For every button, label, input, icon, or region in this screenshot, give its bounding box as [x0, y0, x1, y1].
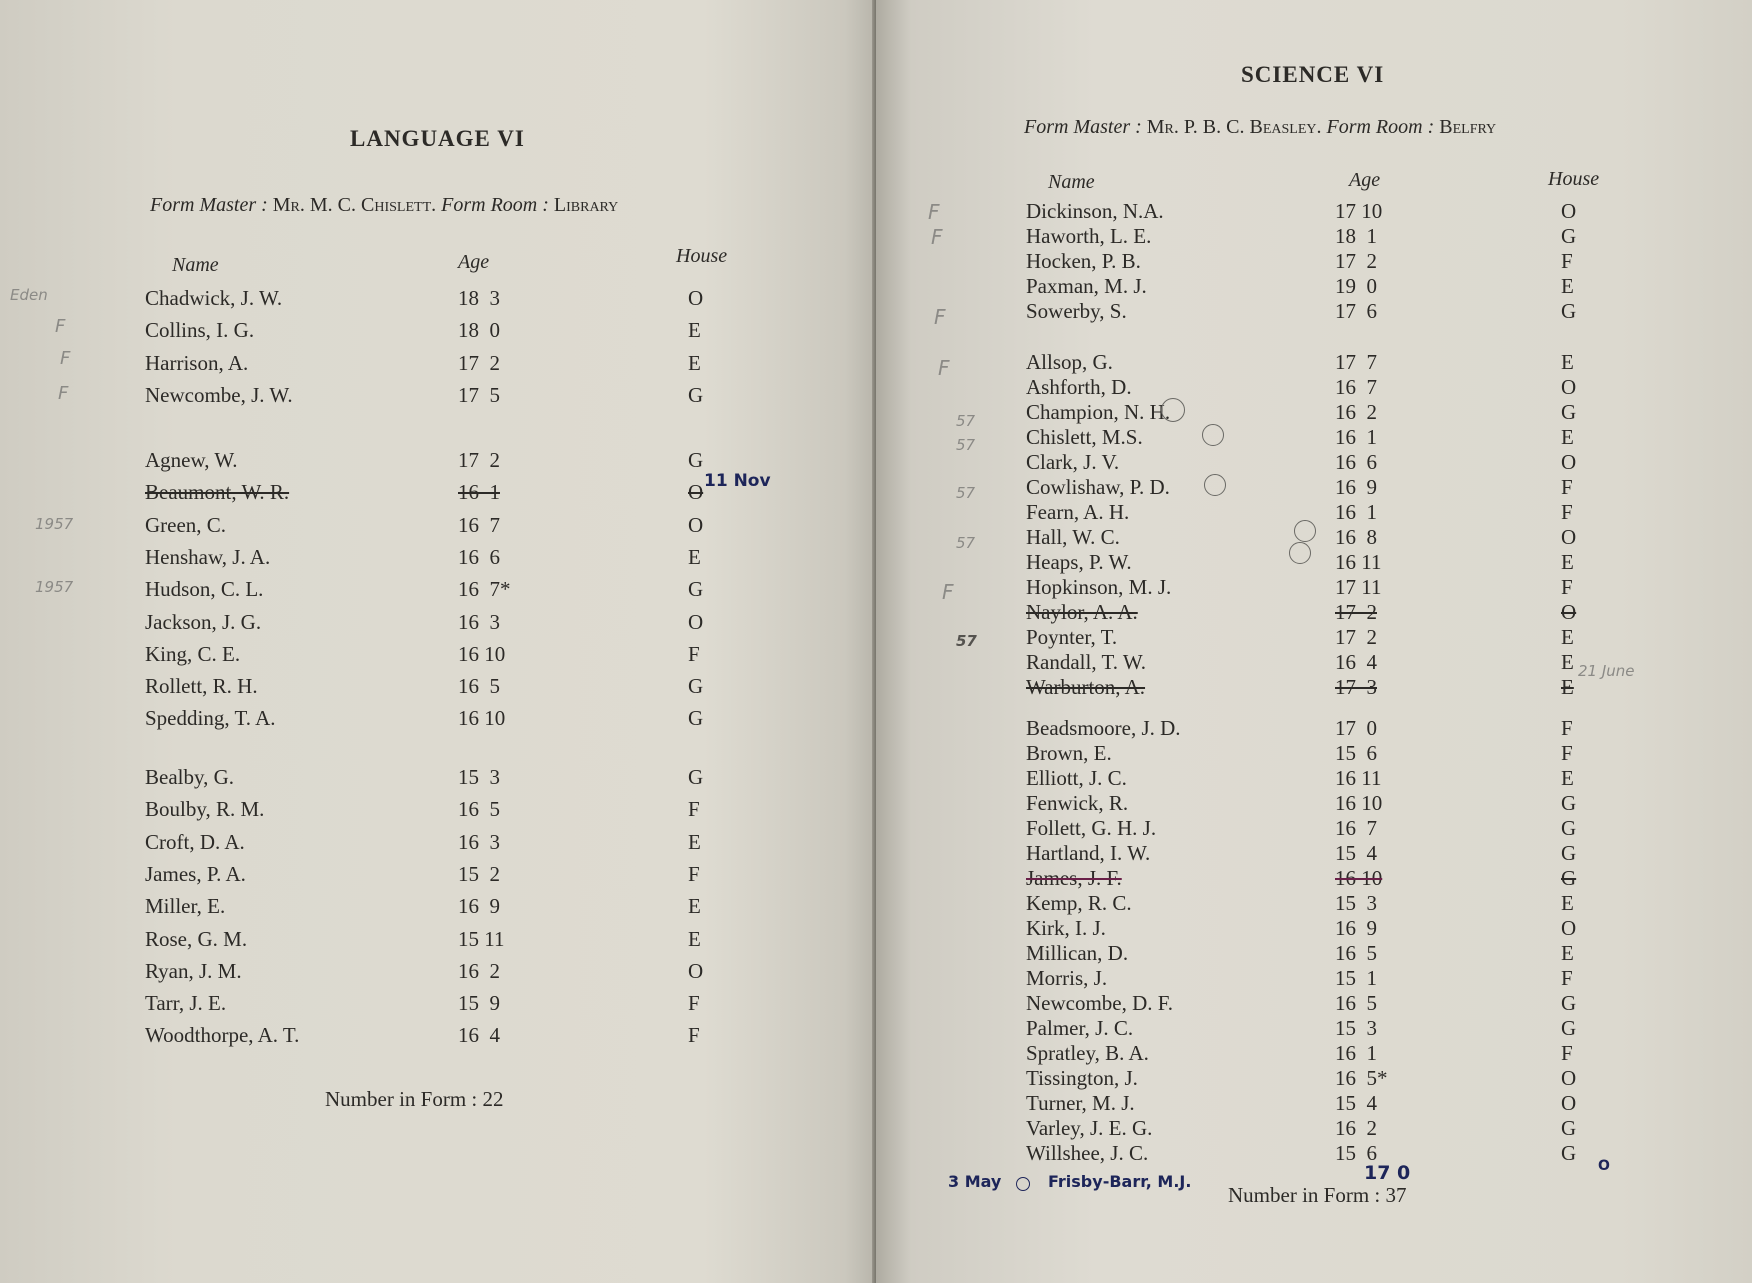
student-house: E — [1561, 650, 1574, 674]
student-name: Chislett, M.S. — [1026, 425, 1143, 449]
student-house: G — [688, 765, 704, 789]
student-house: E — [1561, 766, 1574, 790]
student-age: 16 2 — [458, 958, 500, 983]
student-name: Woodthorpe, A. T. — [145, 1023, 300, 1048]
student-house: E — [1561, 274, 1574, 298]
table-row — [0, 610, 860, 636]
student-age: 17 2 — [458, 448, 500, 472]
student-house: G — [1561, 791, 1577, 815]
student-age: 17 0 — [1335, 716, 1377, 740]
form-master-line — [150, 194, 618, 217]
student-house: F — [1561, 716, 1573, 740]
student-name: Agnew, W. — [145, 448, 238, 472]
student-name: Hall, W. C. — [1026, 525, 1120, 549]
student-name: Spedding, T. A. — [145, 706, 276, 731]
student-house: G — [688, 674, 704, 699]
student-age: 16 6 — [458, 544, 500, 569]
student-house: F — [688, 641, 700, 666]
student-name: Chadwick, J. W. — [145, 286, 283, 310]
student-age: 16 4 — [458, 1023, 500, 1048]
form-room-name: Belfry — [1439, 116, 1497, 138]
student-age: 15 3 — [1335, 891, 1377, 915]
form-room-label: Form Room : — [441, 194, 549, 216]
student-name: Champion, N. H. — [1026, 400, 1171, 424]
table-row — [0, 642, 860, 668]
form-master-name: Mr. P. B. C. Beasley. — [1146, 116, 1322, 138]
student-house: F — [1561, 249, 1573, 273]
student-age: 16 5* — [1335, 1066, 1388, 1090]
table-row — [876, 450, 1736, 476]
page-title: SCIENCE VI — [1241, 62, 1385, 87]
table-row — [876, 791, 1736, 817]
student-house: O — [688, 609, 704, 634]
student-house: G — [1561, 816, 1577, 840]
student-house: F — [1561, 741, 1573, 765]
margin-note: 57 — [956, 412, 976, 430]
student-age: 16 1 — [1335, 425, 1377, 449]
student-name: Green, C. — [145, 512, 227, 537]
student-name: Newcombe, D. F. — [1026, 991, 1174, 1015]
student-house: O — [1561, 375, 1577, 399]
student-house: G — [688, 577, 704, 602]
student-age: 16 5 — [458, 674, 500, 699]
table-row — [876, 716, 1736, 742]
student-house: E — [688, 926, 701, 951]
table-row — [876, 766, 1736, 792]
table-row — [876, 916, 1736, 942]
student-age: 16 10 — [1335, 866, 1383, 890]
form-count — [325, 1087, 504, 1112]
table-row — [0, 545, 860, 571]
margin-note: F — [938, 356, 950, 380]
student-age: 16 1 — [1335, 500, 1377, 524]
student-name: Haworth, L. E. — [1026, 224, 1152, 248]
student-house: G — [688, 448, 704, 472]
margin-note: F — [928, 200, 940, 224]
column-header-age: Age — [1349, 169, 1381, 191]
margin-note: 1957 — [35, 515, 74, 533]
student-name: Beadsmoore, J. D. — [1026, 716, 1181, 740]
margin-note: F — [942, 580, 954, 604]
added-entry-age: 17 0 — [1364, 1162, 1411, 1184]
student-name: Fearn, A. H. — [1026, 500, 1130, 524]
student-name: Newcombe, J. W. — [145, 382, 293, 407]
student-house: O — [1561, 199, 1577, 223]
student-house: F — [1561, 1041, 1573, 1065]
student-age: 16 3 — [458, 609, 500, 634]
student-name: Hudson, C. L. — [145, 577, 264, 602]
student-name: Ashforth, D. — [1026, 375, 1132, 399]
table-row — [0, 577, 860, 603]
student-name: Tissington, J. — [1026, 1066, 1138, 1090]
student-age: 16 11 — [1335, 550, 1382, 574]
column-header-house: House — [676, 245, 728, 267]
table-row — [876, 866, 1736, 892]
student-house: G — [688, 382, 704, 407]
table-row — [0, 513, 860, 539]
circle-mark-icon — [1202, 424, 1224, 446]
circle-mark-icon — [1289, 542, 1311, 564]
table-row — [876, 625, 1736, 651]
student-name: Dickinson, N.A. — [1026, 199, 1164, 223]
student-name: Willshee, J. C. — [1026, 1141, 1149, 1165]
student-age: 16 10 — [458, 706, 506, 731]
student-age: 18 0 — [458, 318, 500, 343]
student-name: Fenwick, R. — [1026, 791, 1129, 815]
student-house: G — [1561, 841, 1577, 865]
table-row — [876, 891, 1736, 917]
student-name: Palmer, J. C. — [1026, 1016, 1134, 1040]
table-row — [876, 1091, 1736, 1117]
student-name: Clark, J. V. — [1026, 450, 1120, 474]
student-age: 17 6 — [1335, 299, 1377, 323]
table-row — [876, 224, 1736, 250]
student-house: F — [1561, 500, 1573, 524]
student-name: Morris, J. — [1026, 966, 1108, 990]
student-age: 17 2 — [1335, 249, 1377, 273]
margin-note: 57 — [956, 484, 976, 502]
circle-mark-icon — [1161, 398, 1185, 422]
student-name: Paxman, M. J. — [1026, 274, 1147, 298]
student-name: Tarr, J. E. — [145, 991, 227, 1016]
student-house: G — [1561, 1141, 1577, 1165]
table-row — [876, 841, 1736, 867]
table-row — [0, 830, 860, 856]
table-row — [0, 927, 860, 953]
student-name: Miller, E. — [145, 894, 226, 919]
late-note: 11 Nov — [704, 471, 771, 491]
table-row — [0, 706, 860, 732]
student-age: 16 7 — [1335, 375, 1377, 399]
student-house: F — [1561, 475, 1573, 499]
student-house: O — [688, 512, 704, 537]
table-row — [0, 286, 860, 312]
table-row — [0, 862, 860, 888]
student-name: Boulby, R. M. — [145, 797, 265, 822]
circle-mark-icon — [1016, 1177, 1030, 1191]
table-row — [0, 894, 860, 920]
student-house: E — [688, 318, 701, 343]
table-row — [0, 1023, 860, 1049]
added-entry-date: 3 May — [948, 1172, 1002, 1191]
table-row — [876, 1041, 1736, 1067]
student-name: Hartland, I. W. — [1026, 841, 1151, 865]
student-name: Sowerby, S. — [1026, 299, 1127, 323]
form-master-label: Form Master : — [1024, 116, 1142, 138]
table-row — [0, 383, 860, 409]
student-name: Randall, T. W. — [1026, 650, 1146, 674]
student-name: Croft, D. A. — [145, 829, 245, 854]
late-note: 21 June — [1578, 662, 1635, 680]
student-name: Turner, M. J. — [1026, 1091, 1135, 1115]
student-house: F — [688, 991, 700, 1016]
table-row — [876, 1016, 1736, 1042]
student-name: Bealby, G. — [145, 765, 235, 789]
student-age: 16 1 — [458, 480, 500, 505]
table-row — [876, 816, 1736, 842]
student-name: James, P. A. — [145, 861, 246, 886]
student-house: G — [1561, 224, 1577, 248]
table-row — [876, 425, 1736, 451]
student-house: F — [1561, 575, 1573, 599]
table-row — [876, 941, 1736, 967]
student-house: E — [688, 894, 701, 919]
student-house: O — [688, 480, 704, 505]
student-name: James, J. F. — [1026, 866, 1122, 890]
right-page-science-vi — [876, 0, 1752, 1283]
student-house: G — [1561, 991, 1577, 1015]
student-house: G — [1561, 299, 1577, 323]
margin-note: 57 — [956, 632, 977, 650]
table-row — [876, 249, 1736, 275]
student-name: Allsop, G. — [1026, 350, 1113, 374]
student-age: 17 2 — [458, 350, 500, 375]
student-name: Rose, G. M. — [145, 926, 248, 951]
column-header-name: Name — [1048, 171, 1095, 193]
table-row — [876, 274, 1736, 300]
student-house: O — [1561, 600, 1577, 624]
column-header-name: Name — [172, 254, 219, 276]
student-name: Collins, I. G. — [145, 318, 255, 343]
student-house: E — [1561, 675, 1574, 699]
circle-mark-icon — [1204, 474, 1226, 496]
student-house: E — [1561, 425, 1574, 449]
student-name: Varley, J. E. G. — [1026, 1116, 1153, 1140]
student-age: 15 2 — [458, 861, 500, 886]
student-age: 19 0 — [1335, 274, 1377, 298]
student-house: E — [1561, 891, 1574, 915]
student-house: E — [688, 544, 701, 569]
table-row — [876, 375, 1736, 401]
table-row — [0, 797, 860, 823]
page-title: LANGUAGE VI — [350, 126, 525, 151]
student-name: Beaumont, W. R. — [145, 480, 290, 505]
student-name: Kirk, I. J. — [1026, 916, 1106, 940]
student-name: Harrison, A. — [145, 350, 249, 375]
student-house: G — [1561, 1016, 1577, 1040]
student-age: 16 9 — [458, 894, 500, 919]
table-row — [876, 600, 1736, 626]
student-age: 16 2 — [1335, 400, 1377, 424]
student-age: 17 2 — [1335, 600, 1377, 624]
student-name: Elliott, J. C. — [1026, 766, 1127, 790]
table-row — [876, 400, 1736, 426]
student-house: O — [1561, 450, 1577, 474]
student-age: 16 7 — [1335, 816, 1377, 840]
student-house: G — [1561, 400, 1577, 424]
student-house: G — [1561, 1116, 1577, 1140]
table-row — [876, 991, 1736, 1017]
column-header-age: Age — [458, 251, 490, 273]
form-master-label: Form Master : — [150, 194, 268, 216]
student-name: Millican, D. — [1026, 941, 1129, 965]
student-age: 16 8 — [1335, 525, 1377, 549]
student-house: O — [688, 286, 704, 310]
student-name: Brown, E. — [1026, 741, 1112, 765]
margin-note: F — [934, 305, 946, 329]
student-age: 16 2 — [1335, 1116, 1377, 1140]
table-row — [0, 765, 860, 791]
student-name: Spratley, B. A. — [1026, 1041, 1149, 1065]
student-age: 15 6 — [1335, 1141, 1377, 1165]
student-name: Follett, G. H. J. — [1026, 816, 1157, 840]
student-age: 17 2 — [1335, 625, 1377, 649]
student-age: 16 5 — [458, 797, 500, 822]
student-name: Naylor, A. A. — [1026, 600, 1138, 624]
column-header-house: House — [1548, 168, 1600, 190]
student-house: E — [1561, 350, 1574, 374]
student-name: Hopkinson, M. J. — [1026, 575, 1172, 599]
student-house: O — [1561, 525, 1577, 549]
student-house: O — [1561, 916, 1577, 940]
form-count-value: 37 — [1385, 1183, 1407, 1207]
table-row — [876, 741, 1736, 767]
student-age: 15 11 — [458, 926, 505, 951]
student-age: 15 4 — [1335, 1091, 1377, 1115]
student-age: 16 10 — [1335, 791, 1383, 815]
student-name: Kemp, R. C. — [1026, 891, 1132, 915]
student-name: Henshaw, J. A. — [145, 544, 271, 569]
form-room-label: Form Room : — [1326, 116, 1435, 138]
student-house: O — [1561, 1091, 1577, 1115]
student-age: 16 9 — [1335, 475, 1377, 499]
student-name: Ryan, J. M. — [145, 958, 242, 983]
margin-note: 57 — [956, 436, 976, 454]
student-house: O — [1561, 1066, 1577, 1090]
margin-note: 57 — [956, 534, 976, 552]
student-age: 15 4 — [1335, 841, 1377, 865]
table-row — [0, 991, 860, 1017]
student-age: 17 10 — [1335, 199, 1383, 223]
student-age: 18 1 — [1335, 224, 1377, 248]
student-house: E — [1561, 625, 1574, 649]
student-age: 17 11 — [1335, 575, 1382, 599]
table-row — [876, 575, 1736, 601]
student-name: Cowlishaw, P. D. — [1026, 475, 1170, 499]
student-age: 16 5 — [1335, 941, 1377, 965]
table-row — [0, 351, 860, 377]
form-count-label: Number in Form : — [325, 1087, 478, 1111]
table-row — [876, 1116, 1736, 1142]
margin-note: F — [55, 316, 66, 337]
student-age: 16 7* — [458, 577, 511, 602]
table-row — [0, 959, 860, 985]
student-house: G — [688, 706, 704, 731]
table-row — [876, 475, 1736, 501]
table-row — [876, 966, 1736, 992]
student-age: 17 7 — [1335, 350, 1377, 374]
student-age: 15 3 — [1335, 1016, 1377, 1040]
student-house: F — [688, 1023, 700, 1048]
student-house: E — [1561, 550, 1574, 574]
form-room-name: Library — [553, 194, 619, 216]
table-row — [876, 350, 1736, 376]
added-entry-name: Frisby-Barr, M.J. — [1048, 1172, 1192, 1191]
student-house: E — [1561, 941, 1574, 965]
student-age: 16 7 — [458, 512, 500, 537]
form-count-value: 22 — [482, 1087, 504, 1111]
added-entry-house: O — [1598, 1158, 1610, 1174]
form-count — [1228, 1183, 1407, 1208]
student-house: O — [688, 958, 704, 983]
student-age: 15 6 — [1335, 741, 1377, 765]
table-row — [876, 299, 1736, 325]
student-age: 17 3 — [1335, 675, 1377, 699]
student-age: 16 1 — [1335, 1041, 1377, 1065]
table-row — [0, 318, 860, 344]
student-name: Warburton, A. — [1026, 675, 1146, 699]
student-house: G — [1561, 866, 1577, 890]
student-name: Poynter, T. — [1026, 625, 1118, 649]
student-age: 16 4 — [1335, 650, 1377, 674]
student-name: Hocken, P. B. — [1026, 249, 1141, 273]
form-count-label: Number in Form : — [1228, 1183, 1381, 1207]
margin-note: F — [58, 383, 69, 404]
student-house: F — [688, 861, 700, 886]
student-age: 16 3 — [458, 829, 500, 854]
student-name: King, C. E. — [145, 641, 241, 666]
form-master-name: Mr. M. C. Chislett. — [272, 194, 437, 216]
student-house: E — [688, 829, 701, 854]
student-house: E — [688, 350, 701, 375]
circle-mark-icon — [1294, 520, 1316, 542]
student-house: F — [688, 797, 700, 822]
student-name: Rollett, R. H. — [145, 674, 258, 699]
margin-note: Eden — [10, 286, 48, 304]
margin-note: F — [60, 348, 71, 369]
table-row — [0, 674, 860, 700]
student-name: Heaps, P. W. — [1026, 550, 1132, 574]
student-age: 16 10 — [458, 641, 506, 666]
student-age: 18 3 — [458, 286, 500, 310]
student-age: 16 5 — [1335, 991, 1377, 1015]
student-age: 15 9 — [458, 991, 500, 1016]
student-name: Jackson, J. G. — [145, 609, 262, 634]
student-age: 17 5 — [458, 382, 500, 407]
table-row — [876, 1066, 1736, 1092]
table-row — [876, 199, 1736, 225]
margin-note: F — [931, 225, 943, 249]
student-age: 16 6 — [1335, 450, 1377, 474]
student-age: 15 3 — [458, 765, 500, 789]
margin-note: 1957 — [35, 578, 74, 596]
student-age: 16 11 — [1335, 766, 1382, 790]
student-age: 16 9 — [1335, 916, 1377, 940]
student-age: 15 1 — [1335, 966, 1377, 990]
form-master-line — [1024, 116, 1496, 139]
student-house: F — [1561, 966, 1573, 990]
